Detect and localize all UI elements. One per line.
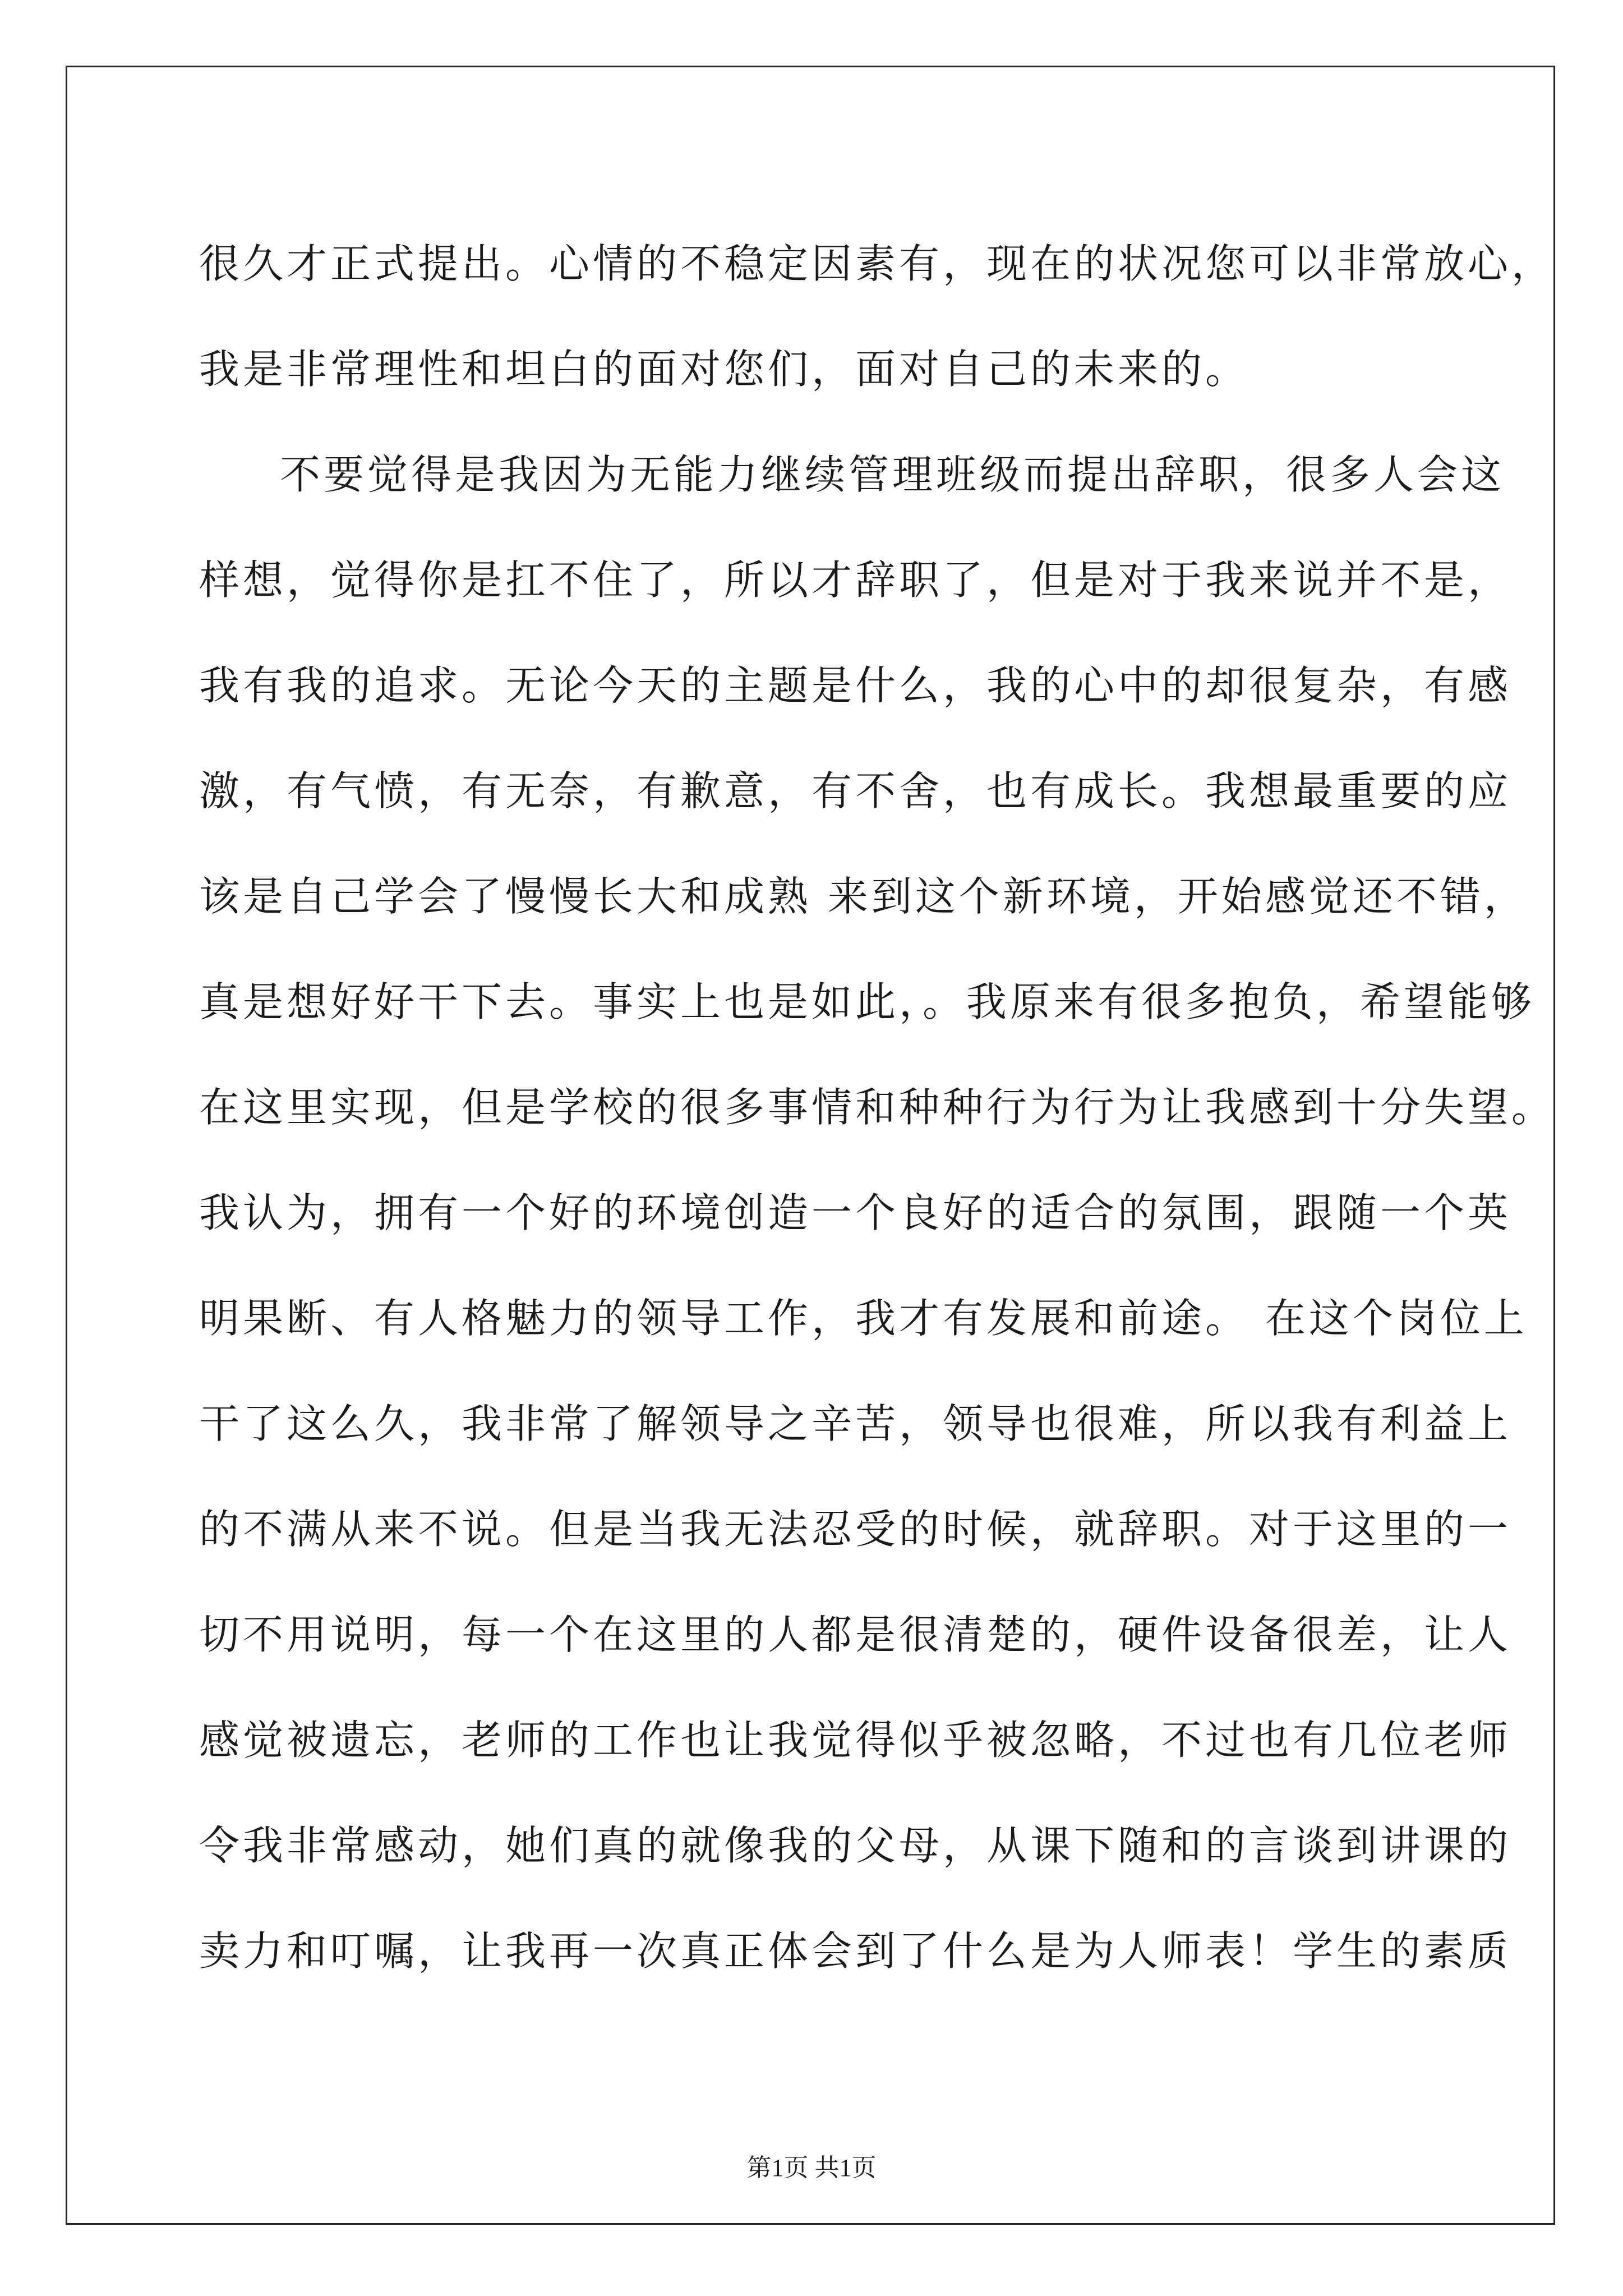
text-line: 切不用说明，每一个在这里的人都是很清楚的，硬件设备很差，让人 <box>199 1611 1512 1658</box>
text-line: 样想，觉得你是扛不住了，所以才辞职了，但是对于我来说并不是， <box>199 556 1512 604</box>
paragraph-start-line: 不要觉得是我因为无能力继续管理班级而提出辞职，很多人会这 <box>280 451 1505 498</box>
text-line: 我有我的追求。无论今天的主题是什么，我的心中的却很复杂，有感 <box>199 662 1512 709</box>
text-line: 令我非常感动，她们真的就像我的父母，从课下随和的言谈到讲课的 <box>199 1822 1512 1869</box>
document-body <box>199 211 1556 2004</box>
text-line: 干了这么久，我非常了解领导之辛苦，领导也很难，所以我有利益上 <box>199 1400 1512 1447</box>
text-line: 该是自己学会了慢慢长大和成熟 来到这个新环境，开始感觉还不错， <box>199 873 1528 920</box>
text-line: 很久才正式提出。心情的不稳定因素有，现在的状况您可以非常放心， <box>199 240 1556 287</box>
text-line: 感觉被遗忘，老师的工作也让我觉得似乎被忽略，不过也有几位老师 <box>199 1717 1512 1764</box>
text-line: 卖力和叮嘱，让我再一次真正体会到了什么是为人师表！学生的素质 <box>199 1927 1512 1975</box>
text-line: 真是想好好干下去。事实上也是如此，。我原来有很多抱负，希望能够 <box>199 978 1536 1025</box>
text-line: 在这里实现，但是学校的很多事情和种种行为行为让我感到十分失望。 <box>199 1084 1556 1131</box>
text-line: 我是非常理性和坦白的面对您们，面对自己的未来的。 <box>199 346 1249 393</box>
text-line: 我认为，拥有一个好的环境创造一个良好的适合的氛围，跟随一个英 <box>199 1189 1512 1236</box>
page-number-footer: 第1页 共1页 <box>746 2154 877 2182</box>
text-line: 明果断、有人格魅力的领导工作，我才有发展和前途。 在这个岗位上 <box>199 1295 1528 1342</box>
text-line: 的不满从来不说。但是当我无法忍受的时候，就辞职。对于这里的一 <box>199 1506 1512 1553</box>
text-line: 激，有气愤，有无奈，有歉意，有不舍，也有成长。我想最重要的应 <box>199 767 1512 815</box>
